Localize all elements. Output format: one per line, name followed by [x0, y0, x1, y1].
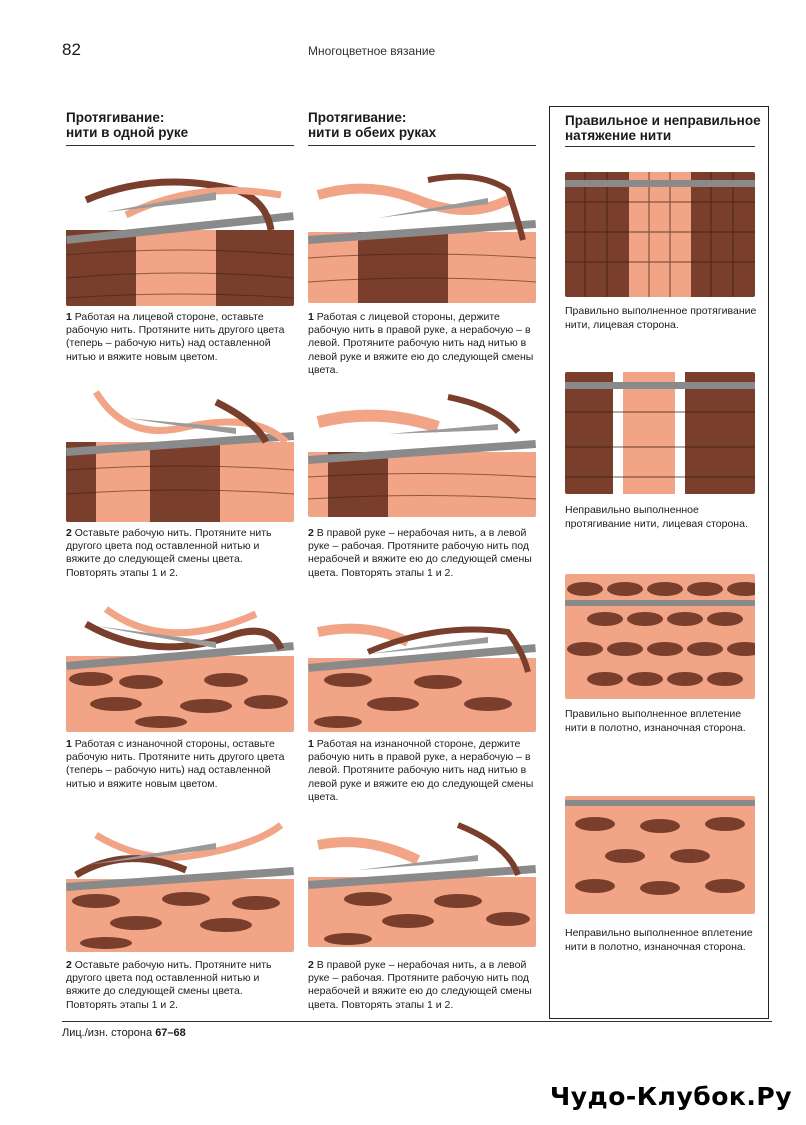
column-1-title-line1: Протягивание:	[66, 110, 165, 125]
illustration-one-hand-purl-step1	[66, 594, 294, 732]
swatch-incorrect-weaving-wrong-side	[565, 796, 755, 914]
step-number: 2	[308, 959, 314, 971]
sidebar-caption: Правильно выполненное протягивание нити, лицевая сторона.	[565, 305, 757, 331]
step-caption	[308, 959, 536, 1012]
column-2-title-line2: нити в обеих руках	[308, 125, 437, 140]
illustration-one-hand-knit-step1	[66, 160, 294, 306]
step-number: 1	[66, 311, 72, 323]
illustration-one-hand-purl-step2	[66, 815, 294, 952]
illustration-two-hands-knit-step1	[308, 160, 536, 303]
sidebar-caption: Правильно выполненное вплетение нити в полотно, изнаночная сторона.	[565, 708, 746, 734]
step-text: Оставьте рабочую нить. Протяните нить другого цвета под оставленной нитью и вяжите до следующей смены цвета. Повторять этапы 1 и 2.	[66, 959, 272, 1011]
sidebar-caption: Неправильно выполненное вплетение нити в полотно, изнаночная сторона.	[565, 927, 753, 953]
column-2-title	[308, 110, 436, 140]
sidebar-caption: Неправильно выполненное протягивание нити, лицевая сторона.	[565, 504, 748, 530]
column-2-title-line1: Протягивание:	[308, 110, 407, 125]
column-1-title	[66, 110, 188, 140]
step-caption	[66, 527, 294, 580]
illustration-two-hands-knit-step2	[308, 382, 536, 517]
sidebar-title-line1: Правильное и неправильное	[565, 113, 761, 128]
column-1-rule	[66, 145, 294, 146]
step-text: Работая с лицевой стороны, держите рабочую нить в правой руке, а нерабочую – в левой. Протяните рабочую нить над нитью в левой руке и вяжите ею до следующей смены цвета.	[308, 311, 534, 376]
step-text: В правой руке – нерабочая нить, а в левой руке – рабочая. Протяните рабочую нить под нерабочей и вяжите ею до следующей смены цвета. Повторять этапы 1 и 2.	[308, 527, 532, 579]
footer-reference	[62, 1027, 186, 1039]
swatch-correct-weaving-wrong-side	[565, 574, 755, 699]
step-number: 1	[308, 311, 314, 323]
column-2-rule	[308, 145, 536, 146]
footer-text: Лиц./изн. сторона	[62, 1027, 153, 1039]
watermark: Чудо-Клубок.Ру	[550, 1082, 792, 1111]
sidebar-title	[565, 113, 765, 143]
sidebar-title-line2: натяжение нити	[565, 128, 672, 143]
step-caption	[308, 527, 536, 580]
step-text: Работая на лицевой стороне, оставьте рабочую нить. Протяните нить другого цвета (теперь – рабочую нить) над оставленной нитью и вяжите новым цветом.	[66, 311, 285, 363]
footer-rule	[62, 1021, 772, 1022]
swatch-incorrect-stranding-right-side	[565, 372, 755, 494]
step-number: 1	[66, 738, 72, 750]
step-text: Работая с изнаночной стороны, оставьте рабочую нить. Протяните нить другого цвета (теперь – рабочую нить) над оставленной нитью и вяжите новым цветом.	[66, 738, 285, 790]
footer-pages: 67–68	[155, 1027, 186, 1039]
illustration-two-hands-purl-step1	[308, 592, 536, 732]
step-number: 2	[308, 527, 314, 539]
step-caption	[308, 311, 536, 377]
illustration-one-hand-knit-step2	[66, 382, 294, 522]
step-number: 2	[66, 527, 72, 539]
step-text: Оставьте рабочую нить. Протяните нить другого цвета под оставленной нитью и вяжите до следующей смены цвета. Повторять этапы 1 и 2.	[66, 527, 272, 579]
column-1-title-line2: нити в одной руке	[66, 125, 189, 140]
running-title: Многоцветное вязание	[308, 44, 436, 58]
sidebar-rule	[565, 146, 755, 147]
step-text: Работая на изнаночной стороне, держите рабочую нить в правой руке, а нерабочую – в левой. Протяните рабочую нить над нитью в левой руке и вяжите ею до следующей смены цвета.	[308, 738, 534, 803]
swatch-correct-stranding-right-side	[565, 172, 755, 297]
step-caption	[66, 738, 294, 791]
step-caption	[66, 311, 294, 364]
step-text: В правой руке – нерабочая нить, а в левой руке – рабочая. Протяните рабочую нить под нерабочей и вяжите ею до следующей смены цвета. Повторять этапы 1 и 2.	[308, 959, 532, 1011]
step-caption	[66, 959, 294, 1012]
step-caption	[308, 738, 536, 804]
illustration-two-hands-purl-step2	[308, 815, 536, 947]
step-number: 2	[66, 959, 72, 971]
step-number: 1	[308, 738, 314, 750]
page-number: 82	[62, 40, 81, 59]
